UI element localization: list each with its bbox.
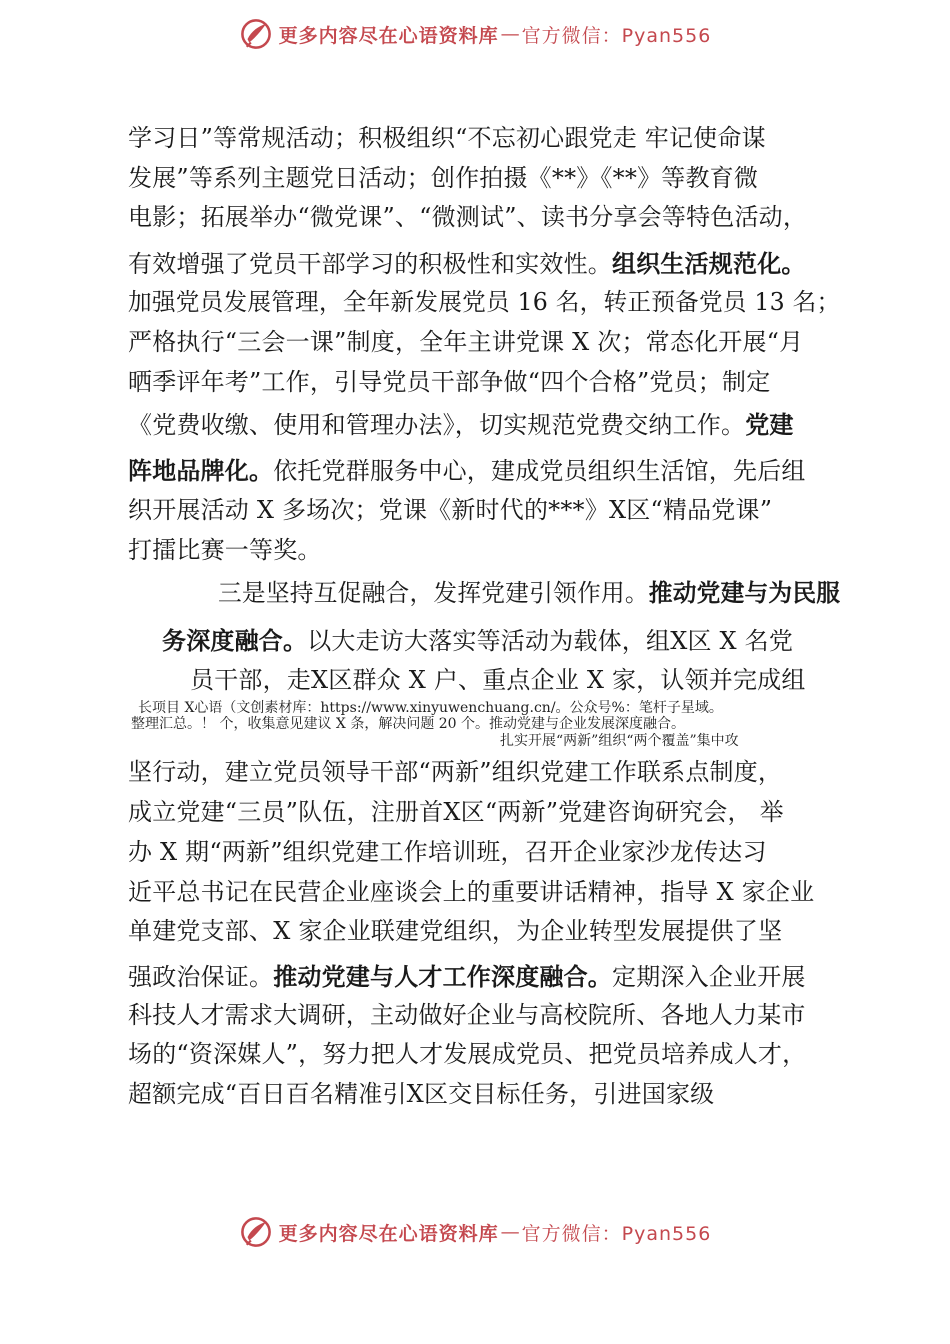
text-line: 三是坚持互促融合，发挥党建引领作用。推动党建与为民服: [218, 579, 841, 607]
text-line: 电影；拓展举办“微党课”、“微测试”、读书分享会等特色活动，: [128, 203, 808, 231]
text-line: 成立党建“三员”队伍，注册首X区“两新”党建咨询研究会， 举: [128, 798, 784, 826]
text-line: 员干部，走X区群众 X 户、重点企业 X 家，认领并完成组: [190, 666, 806, 694]
text-line: 《党费收缴、使用和管理办法》，切实规范党费交纳工作。党建: [128, 411, 794, 439]
small-text-line: 整理汇总。！ 个，收集意见建议 X 条，解决问题 20 个。推动党建与企业发展深度融合。: [131, 716, 686, 732]
header-banner: [0, 14, 950, 54]
text-line: 超额完成“百日百名精准引X区交目标任务，引进国家级: [128, 1080, 715, 1108]
text-line: 发展”等系列主题党日活动；创作拍摄《**》《**》等教育微: [128, 164, 759, 192]
banner-title: 更多内容尽在心语资料库: [278, 24, 499, 47]
bold-heading: 务深度融合。: [162, 627, 308, 655]
text-line: 单建党支部、X 家企业联建党组织，为企业转型发展提供了坚: [128, 917, 783, 945]
banner-dash: —: [500, 1221, 520, 1243]
text-line: 近平总书记在民营企业座谈会上的重要讲话精神，指导 X 家企业: [128, 878, 815, 906]
logo-icon: [239, 17, 273, 51]
banner-wechat: 官方微信：Pyan556: [521, 24, 712, 47]
text-line: 严格执行“三会一课”制度，全年主讲党课 X 次；常态化开展“月: [128, 328, 804, 356]
banner-dash: —: [500, 23, 520, 45]
text-line: 加强党员发展管理，全年新发展党员 16 名，转正预备党员 13 名；: [128, 288, 841, 316]
logo-icon: [239, 1215, 273, 1249]
text-line: 有效增强了党员干部学习的积极性和实效性。组织生活规范化。: [128, 250, 806, 278]
text-line: 场的“资深媒人”，努力把人才发展成党员、把党员培养成人才，: [128, 1040, 807, 1068]
banner-wechat: 官方微信：Pyan556: [521, 1222, 712, 1245]
bold-heading: 党建: [745, 411, 794, 439]
small-text-line: 长项目 X心语（文创素材库：https://www.xinyuwenchuang.cn/。公众号%：笔杆子星域。: [138, 700, 723, 716]
small-text-line: 扎实开展“两新”组织“两个覆盖”集中攻: [500, 733, 739, 749]
bold-heading: 组织生活规范化。: [612, 250, 806, 278]
footer-banner: [0, 1212, 950, 1252]
bold-heading: 推动党建与人才工作深度融合。: [273, 963, 613, 991]
text-line: 坚行动，建立党员领导干部“两新”组织党建工作联系点制度，: [128, 758, 783, 786]
text-line: 办 X 期“两新”组织党建工作培训班，召开企业家沙龙传达习: [128, 838, 767, 866]
banner-title: 更多内容尽在心语资料库: [278, 1222, 499, 1245]
text-line: 强政治保证。推动党建与人才工作深度融合。定期深入企业开展: [128, 963, 806, 991]
text-line: 务深度融合。以大走访大落实等活动为载体，组X区 X 名党: [162, 627, 794, 655]
text-line: 学习日”等常规活动；积极组织“不忘初心跟党走 牢记使命谋: [128, 124, 766, 152]
bold-heading: 推动党建与为民服: [648, 579, 841, 607]
text-line: 晒季评年考”工作，引导党员干部争做“四个合格”党员；制定: [128, 368, 771, 396]
text-line: 阵地品牌化。依托党群服务中心，建成党员组织生活馆，先后组: [128, 457, 806, 485]
text-line: 打擂比赛一等奖。: [128, 536, 322, 564]
text-line: 科技人才需求大调研，主动做好企业与高校院所、各地人力某市: [128, 1001, 806, 1029]
text-line: 织开展活动 X 多场次；党课《新时代的***》X区“精品党课”: [128, 496, 773, 524]
bold-heading: 阵地品牌化。: [128, 457, 274, 485]
